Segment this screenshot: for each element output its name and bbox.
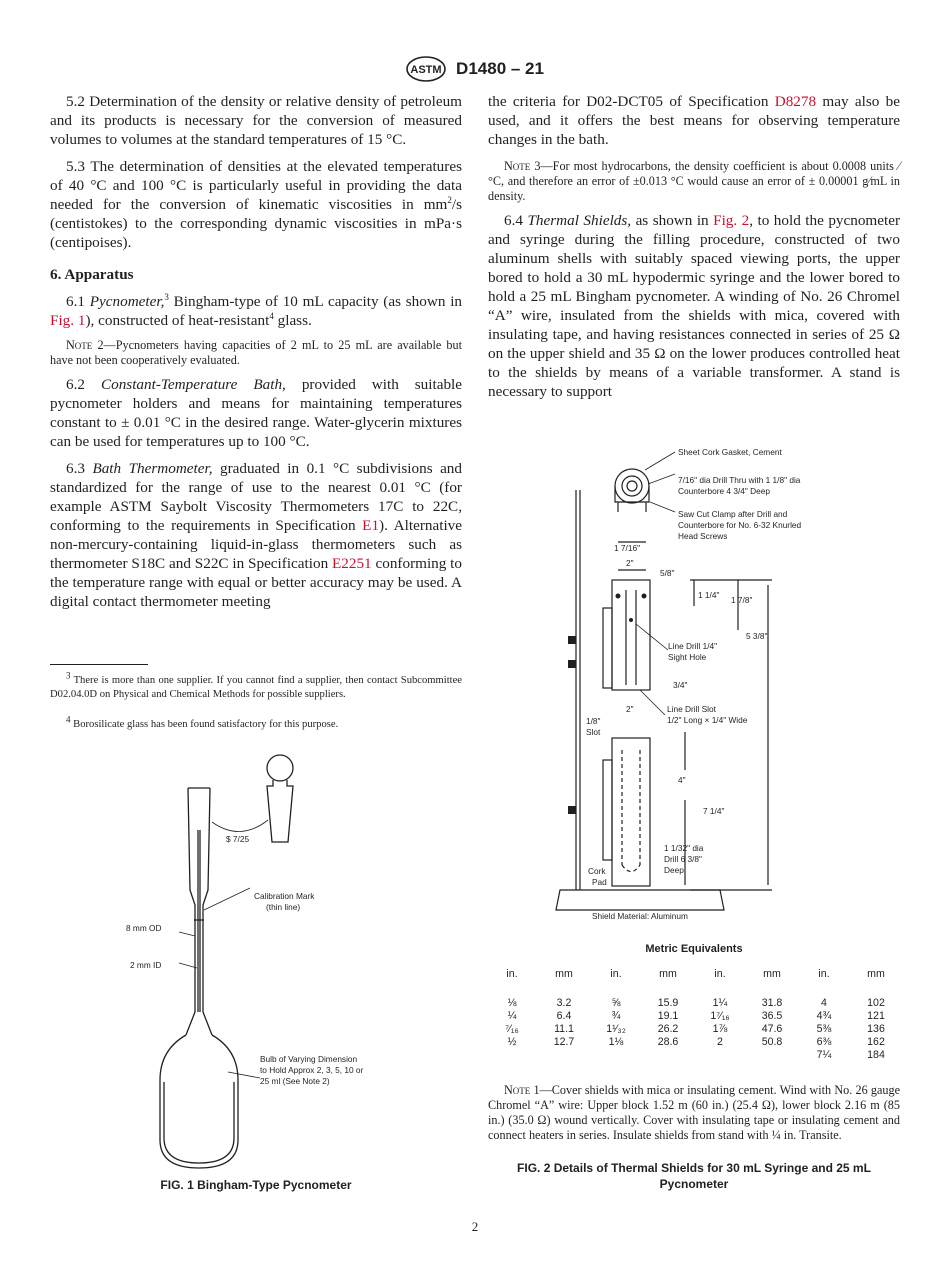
- sight-hole-label-1: Line Drill 1/4": [668, 641, 718, 651]
- clamp-label-2: Counterbore for No. 6-32 Knurled: [678, 520, 802, 530]
- paragraph-6-3: 6.3 Bath Thermometer, graduated in 0.1 °C subdivisions and standardized for the range of use to the nearest 0.01 °C (for example ASTM Saybolt Viscosity Thermometers 17C to 22C, conforming to the requirements in Specification E1). Alternative non-mercury-containing liquid-in-glass thermometers such as thermometer S18C and S22C in Specification E2251 conforming to the temperature range with equal or better accuracy may be used. A digital contact thermometer meeting: [50, 460, 462, 610]
- paragraph-5-2: 5.2 Determination of the density or relative density of petroleum and its products is necessary for the conversion of measured volumes to volumes at the standard temperatures of 15 °C.: [50, 93, 462, 148]
- page-header: [0, 56, 950, 82]
- dim-1-7-16: 1 7/16": [614, 543, 641, 553]
- table-row: 7¼ 184: [816, 1048, 885, 1061]
- e1-link[interactable]: E1: [362, 517, 380, 534]
- figure-2-note-1: Note 1—Cover shields with mica or insulating cement. Wind with No. 26 gauge Chromel “A” wire: Upper block 1.52 m (60 in.) (25.4 Ω), lower block 2.16 m (85 in.) (35.0 Ω) wound vertically. Cover with insulating tape or insulating cement and connect heaters in series. Insulate shields from stand with ¼ in. Transite.: [488, 1083, 900, 1142]
- dim-4: 4": [678, 775, 686, 785]
- footnote-ref-3[interactable]: 3: [164, 291, 169, 302]
- calibration-mark-label-1: Calibration Mark: [254, 891, 315, 901]
- figure-1-pycnometer: [100, 750, 430, 1170]
- metric-equivalents-title: Metric Equivalents: [645, 943, 743, 955]
- paragraph-6-1: 6.1 Pycnometer,$^3$ Bingham-type of 10 mL capacity (as shown in Fig. 1), constructed of heat-resistant$^4$ glass.: [50, 291, 463, 329]
- fig-1-link[interactable]: Fig. 1: [50, 312, 86, 329]
- bore-label-3: Deep: [664, 865, 684, 875]
- slot-label-2: 1/2" Long × 1/4" Wide: [667, 715, 748, 725]
- table-row: ⁷⁄₁₆ 11.1 1¹⁄₃₂ 26.2 1⅞ 47.6 5⅜ 136: [505, 1022, 885, 1035]
- figure-1-caption: FIG. 1 Bingham-Type Pycnometer: [160, 1178, 352, 1192]
- dim-1-1-4: 1 1/4": [698, 590, 720, 600]
- bulb-label-1: Bulb of Varying Dimension: [260, 1054, 358, 1064]
- cork-label-1: Cork: [588, 866, 606, 876]
- table-row: ¼ 6.4 ¾ 19.1 1⁷⁄₁₆ 36.5 4¾ 121: [507, 1009, 885, 1022]
- bulb-label-3: 25 ml (See Note 2): [260, 1076, 330, 1086]
- designation: D1480 – 21: [456, 59, 544, 78]
- dim-5-3-8: 5 3/8": [746, 631, 768, 641]
- astm-logo-icon: [406, 56, 446, 82]
- note-3: Note 3—For most hydrocarbons, the density coefficient is about 0.0008 units ⁄ °C, and therefore an error of ±0.013 °C would cause an error of ± 0.00001 g⁄mL in density.: [488, 159, 900, 203]
- dim-7-1-4: 7 1/4": [703, 806, 725, 816]
- footnote-3: $^3$ There is more than one supplier. If you cannot find a supplier, then contact Subcommittee D02.04.0D on Physical and Chemical Methods for possible suppliers.: [50, 670, 462, 700]
- figure-2-thermal-shields: [540, 440, 860, 925]
- paragraph-5-3: 5.3 The determination of densities at the elevated temperatures of 40 °C and 100 °C is particularly useful in providing the data needed for the conversion of kinematic viscosities in $mm^2/s$ (centistokes) to the corresponding dynamic viscosities in mPa·s (centipoises).: [50, 158, 462, 251]
- cork-label-2: Pad: [592, 877, 607, 887]
- dim-5-8: 5/8": [660, 568, 675, 578]
- dim-2-top: 2": [626, 558, 634, 568]
- od-label: 8 mm OD: [126, 923, 162, 933]
- clamp-label-3: Head Screws: [678, 531, 728, 541]
- dim-3-4: 3/4": [673, 680, 688, 690]
- paragraph-6-4: 6.4 Thermal Shields, as shown in Fig. 2, to hold the pycnometer and syringe during the filling procedure, constructed of two aluminum shells with suitably spaced viewing ports, the upper bored to hold a 30 mL hypodermic syringe and the lower bored to hold a 25 mL Bingham pycnometer. A winding of No. 26 Chromel “A” wire, insulated from the shields with mica, covered with insulating tape, and having resistances connected in series of 25 Ω on the upper shield and 35 Ω on the lower produces controlled heat to the shields by means of a variable transformer. A stand is necessary to support: [488, 212, 901, 400]
- material-label: Shield Material: Aluminum: [592, 911, 688, 921]
- svg-text:ASTM: ASTM: [410, 64, 442, 76]
- slot-width-label-2: Slot: [586, 727, 601, 737]
- section-6-heading: 6. Apparatus: [50, 266, 134, 283]
- figure-2-caption-line-1: FIG. 2 Details of Thermal Shields for 30 mL Syringe and 25 mL: [517, 1161, 871, 1175]
- bulb-label-2: to Hold Approx 2, 3, 5, 10 or: [260, 1065, 364, 1075]
- bore-label-1: 1 1/32" dia: [664, 843, 704, 853]
- page-number: 2: [471, 1219, 479, 1234]
- footnote-ref-4[interactable]: 4: [269, 310, 274, 321]
- right-column: [488, 92, 900, 409]
- drill-label-2: Counterbore 4 3/4" Deep: [678, 486, 770, 496]
- footnote-rule: [50, 664, 148, 665]
- joint-label: $ 7/25: [226, 834, 250, 844]
- dim-2-mid: 2": [626, 704, 634, 714]
- fig-2-link[interactable]: Fig. 2: [713, 212, 750, 229]
- metric-header-row: in. mm in. mm in. mm in. mm: [506, 968, 885, 980]
- id-label: 2 mm ID: [130, 960, 162, 970]
- footnote-4: $^4$ Borosilicate glass has been found satisfactory for this purpose.: [66, 714, 339, 730]
- sight-hole-label-2: Sight Hole: [668, 652, 707, 662]
- paragraph-6-3-continued: the criteria for D02-DCT05 of Specification D8278 may also be used, and it offers the best means for observing temperature changes in the bath.: [488, 93, 900, 148]
- slot-label-1: Line Drill Slot: [667, 704, 716, 714]
- clamp-label-1: Saw Cut Clamp after Drill and: [678, 509, 788, 519]
- note-2: Note 2—Pycnometers having capacities of 2 mL to 25 mL are available but have not been cooperatively evaluated.: [50, 338, 462, 367]
- gasket-label: Sheet Cork Gasket, Cement: [678, 447, 782, 457]
- e2251-link[interactable]: E2251: [332, 555, 372, 572]
- left-column: [50, 92, 462, 619]
- dim-1-7-8: 1 7/8": [731, 595, 753, 605]
- table-row: ½ 12.7 1⅛ 28.6 2 50.8 6⅜ 162: [507, 1035, 885, 1048]
- table-row: ⅛ 3.2 ⅝ 15.9 1¼ 31.8 4 102: [507, 996, 885, 1009]
- figure-2-caption-line-2: Pycnometer: [659, 1177, 729, 1191]
- d8278-link[interactable]: D8278: [774, 93, 817, 110]
- calibration-mark-label-2: (thin line): [266, 902, 301, 912]
- bore-label-2: Drill 6 3/8": [664, 854, 702, 864]
- metric-equivalents-table: [486, 968, 902, 1061]
- paragraph-6-2: 6.2 Constant-Temperature Bath, provided with suitable pycnometer holders and means for maintaining temperatures constant to ± 0.01 °C in the desired range. Water-glycerin mixtures can be used for temperatures up to 100 °C.: [50, 376, 462, 450]
- slot-width-label-1: 1/8": [586, 716, 601, 726]
- drill-label-1: 7/16" dia Drill Thru with 1 1/8" dia: [678, 475, 801, 485]
